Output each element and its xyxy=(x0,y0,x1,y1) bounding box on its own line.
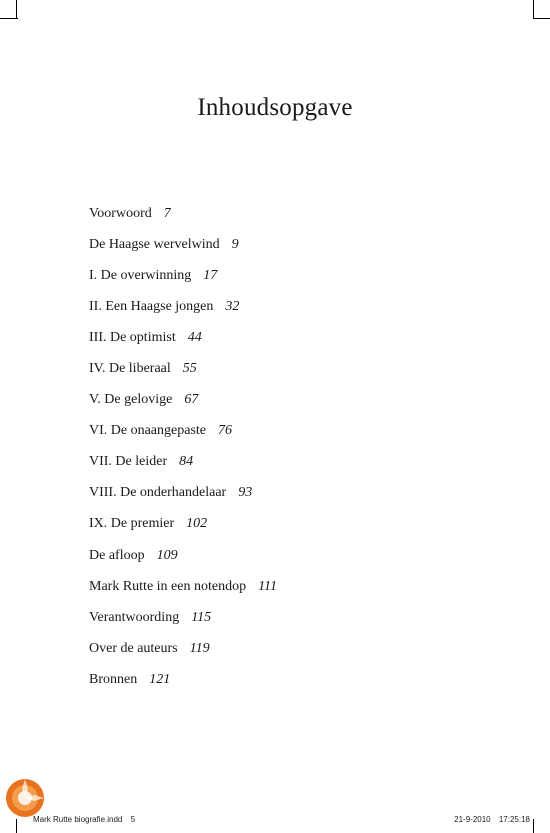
toc-entry-page: 17 xyxy=(203,268,218,284)
toc-entry-label: I. De overwinning xyxy=(89,268,192,284)
toc-entry xyxy=(89,669,277,700)
toc-entry-label: Bronnen xyxy=(89,671,138,687)
page-title: Inhoudsopgave xyxy=(197,94,353,121)
toc-entry-page: 121 xyxy=(149,671,171,687)
toc-entry-page: 102 xyxy=(186,516,208,532)
toc-entry xyxy=(89,389,277,420)
toc-entry xyxy=(89,420,277,451)
crop-mark-bottom-right-vertical xyxy=(533,819,534,833)
toc-entry-label: De afloop xyxy=(89,547,145,563)
slug-timestamp xyxy=(454,815,530,824)
toc-entry-page: 67 xyxy=(184,392,199,408)
toc-entry xyxy=(89,638,277,669)
crop-mark-top-right-horizontal xyxy=(533,18,550,19)
toc-entry-label: Over de auteurs xyxy=(89,640,178,656)
toc-entry-page: 7 xyxy=(163,206,171,221)
crop-mark-top-left-vertical xyxy=(16,0,17,18)
toc-entry-page: 55 xyxy=(182,361,197,377)
toc-entry xyxy=(89,607,277,638)
toc-entry-label: VIII. De onderhandelaar xyxy=(89,485,227,501)
toc-entry-page: 44 xyxy=(187,330,202,346)
toc-entry-page: 119 xyxy=(189,640,210,656)
slug-date: 21-9-2010 xyxy=(454,815,491,824)
slug-file-info xyxy=(33,815,135,824)
toc-entry xyxy=(89,482,277,513)
toc-entry-label: De Haagse wervelwind xyxy=(89,237,220,253)
toc-entry-label: VI. De onaangepaste xyxy=(89,423,207,439)
toc-entry-label: Verantwoording xyxy=(89,609,180,625)
slug-time: 17:25:18 xyxy=(498,815,530,824)
slug-page-number: 5 xyxy=(130,815,136,824)
toc-entry xyxy=(89,576,277,607)
toc-entry xyxy=(89,545,277,576)
toc-entry xyxy=(89,358,277,389)
toc-entry xyxy=(89,513,277,544)
toc-entry xyxy=(89,234,277,265)
toc-entry-label: Voorwoord xyxy=(89,206,152,221)
crop-mark-top-left-horizontal xyxy=(0,18,18,19)
slug-filename: Mark Rutte biografie.indd xyxy=(33,815,123,824)
toc-entry-page: 115 xyxy=(191,609,212,625)
toc-entry xyxy=(89,451,277,482)
toc-entry-label: Mark Rutte in een notendop xyxy=(89,578,247,594)
toc-entry-page: 76 xyxy=(218,423,233,439)
toc-entry-label: III. De optimist xyxy=(89,330,176,346)
toc-entry-page: 84 xyxy=(179,454,194,470)
toc-entry-label: IV. De liberaal xyxy=(89,361,171,377)
toc-entry-label: V. De gelovige xyxy=(89,392,173,408)
crop-mark-top-right-vertical xyxy=(533,0,534,18)
toc-entry-page: 109 xyxy=(156,547,178,563)
bol-logo-icon xyxy=(4,777,46,819)
toc-entry xyxy=(89,327,277,358)
toc-entry-label: II. Een Haagse jongen xyxy=(89,299,214,315)
toc-entry xyxy=(89,203,277,234)
toc-entry-label: IX. De premier xyxy=(89,516,175,532)
toc-entry-page: 32 xyxy=(225,299,240,315)
toc-entry-label: VII. De leider xyxy=(89,454,168,470)
toc-entry-page: 111 xyxy=(258,578,277,594)
crop-mark-bottom-left-vertical xyxy=(16,819,17,833)
toc-entry xyxy=(89,296,277,327)
toc-entry-page: 93 xyxy=(238,485,253,501)
toc-entry-page: 9 xyxy=(231,237,239,253)
toc-entry xyxy=(89,265,277,296)
table-of-contents xyxy=(89,203,277,700)
